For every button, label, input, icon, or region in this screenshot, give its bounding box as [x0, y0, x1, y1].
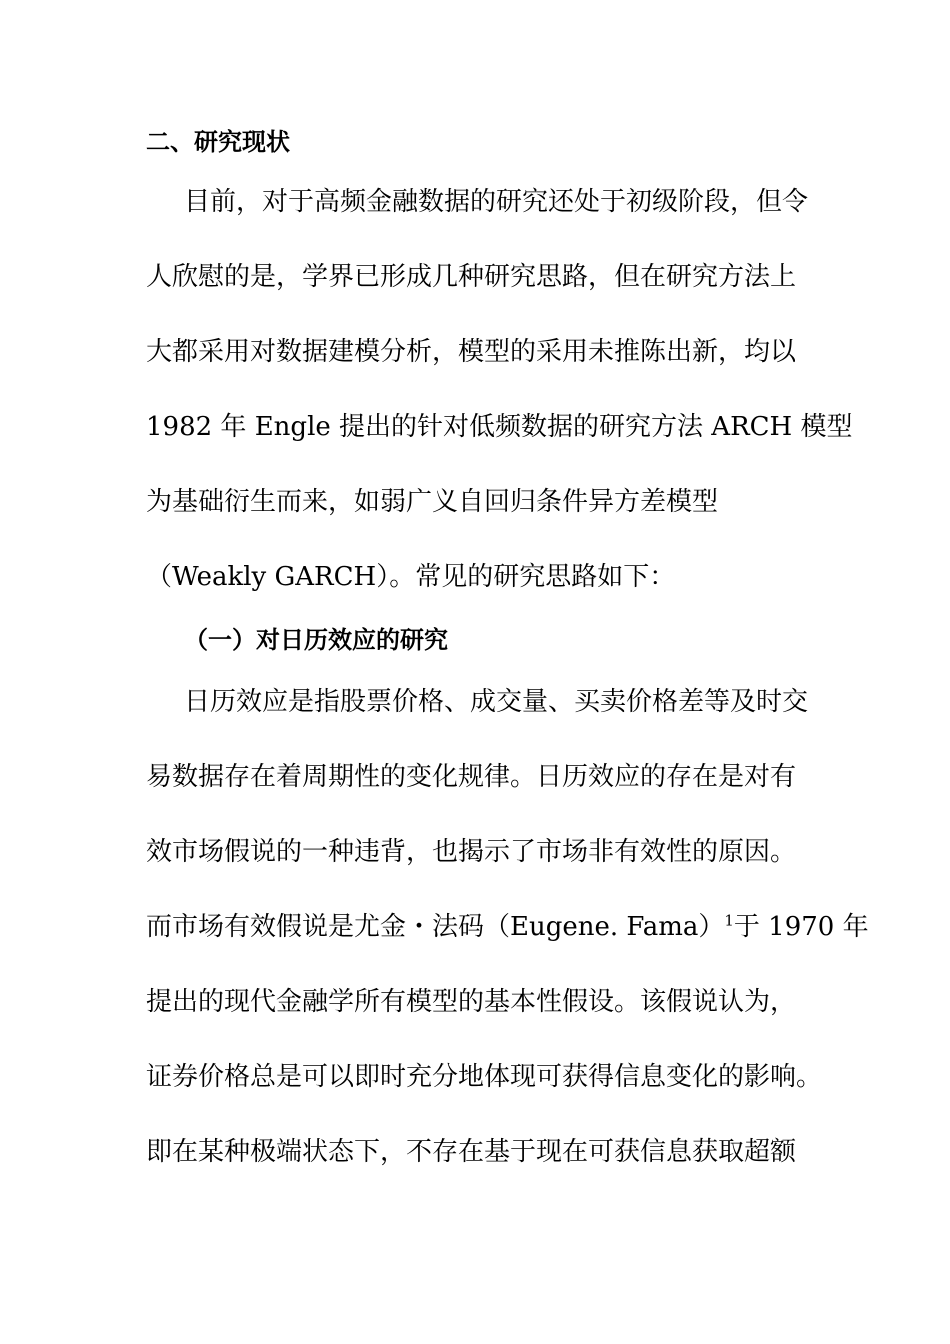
paragraph-line: 大都采用对数据建模分析，模型的采用未推陈出新，均以	[146, 337, 797, 367]
paragraph-line: 日历效应是指股票价格、成交量、买卖价格差等及时交	[184, 687, 809, 717]
paragraph-line: 1982 年 Engle 提出的针对低频数据的研究方法 ARCH 模型	[146, 412, 853, 442]
line-text: 于 1970 年	[733, 912, 869, 942]
paragraph-line: 提出的现代金融学所有模型的基本性假设。该假说认为，	[146, 987, 797, 1017]
paragraph-line: 即在某种极端状态下，不存在基于现在可获信息获取超额	[146, 1137, 797, 1167]
line-text: 而市场有效假说是尤金・法码（Eugene. Fama）	[146, 912, 725, 942]
paragraph-line: 效市场假说的一种违背，也揭示了市场非有效性的原因。	[146, 837, 797, 867]
footnote-reference[interactable]: 1	[724, 911, 734, 930]
paragraph-line: 为基础衍生而来，如弱广义自回归条件异方差模型	[146, 487, 719, 517]
paragraph-line: 证券价格总是可以即时充分地体现可获得信息变化的影响。	[146, 1062, 823, 1092]
subsection-heading: （一）对日历效应的研究	[184, 626, 448, 654]
section-heading: 二、研究现状	[146, 128, 290, 156]
paragraph-line: 人欣慰的是，学界已形成几种研究思路，但在研究方法上	[146, 262, 797, 292]
paragraph-line: （Weakly GARCH）。常见的研究思路如下：	[146, 562, 676, 592]
paragraph-line: 目前，对于高频金融数据的研究还处于初级阶段，但令	[184, 187, 809, 217]
paragraph-line	[146, 911, 869, 943]
paragraph-line: 易数据存在着周期性的变化规律。日历效应的存在是对有	[146, 762, 797, 792]
